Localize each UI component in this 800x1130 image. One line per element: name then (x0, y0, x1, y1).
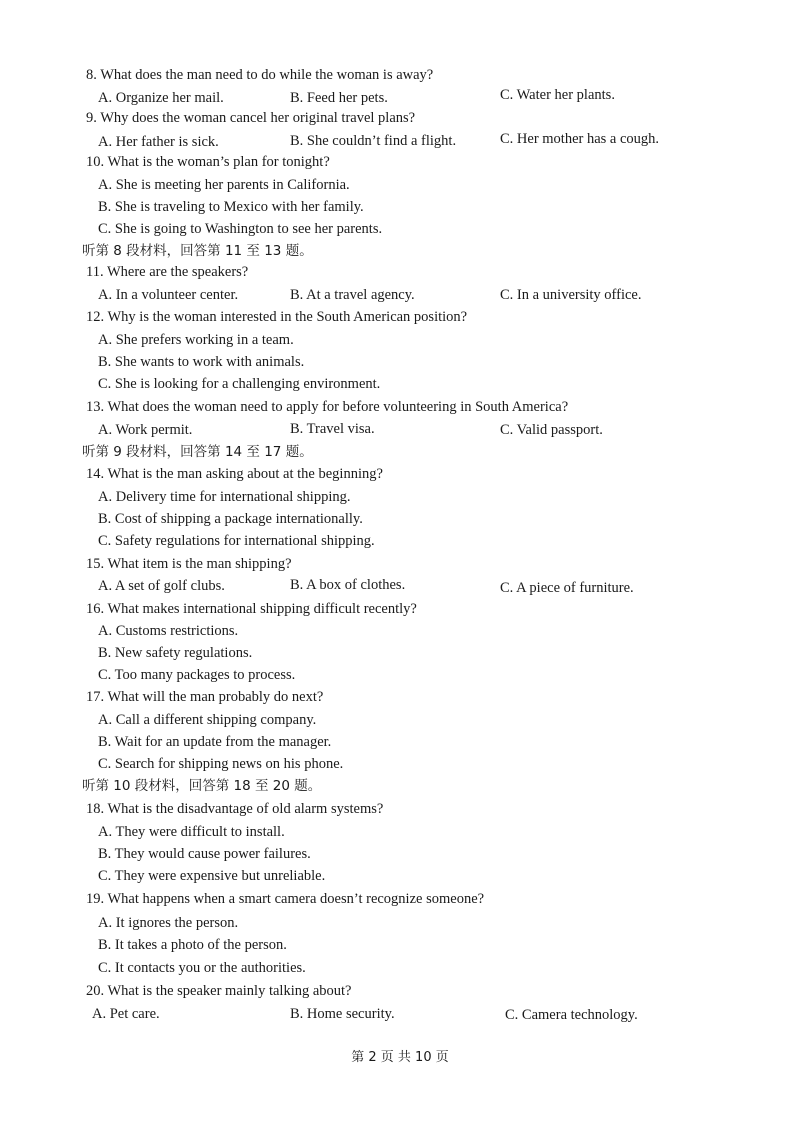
question-stem: 13. What does the woman need to apply for before volunteering in South America? (86, 399, 569, 415)
option-a: A. In a volunteer center. (98, 287, 239, 303)
option-a: A. Delivery time for international shipping. (98, 489, 351, 505)
question-stem: 19. What happens when a smart camera doesn’t recognize someone? (86, 891, 485, 907)
question-stem: 15. What item is the man shipping? (86, 556, 292, 572)
question-stem: 16. What makes international shipping difficult recently? (86, 601, 417, 617)
option-a: A. She prefers working in a team. (98, 332, 294, 348)
question-stem: 9. Why does the woman cancel her original travel plans? (86, 110, 416, 126)
option-b: B. She wants to work with animals. (98, 354, 305, 370)
question-stem: 8. What does the man need to do while the woman is away? (86, 67, 434, 83)
option-a: A. Call a different shipping company. (98, 712, 317, 728)
option-c: C. Her mother has a cough. (500, 131, 660, 147)
option-b: B. She is traveling to Mexico with her family. (98, 199, 364, 215)
option-a: A. They were difficult to install. (98, 824, 285, 840)
question-stem: 12. Why is the woman interested in the South American position? (86, 309, 468, 325)
option-b: B. She couldn’t find a flight. (290, 133, 457, 149)
option-c: C. Too many packages to process. (98, 667, 296, 683)
option-b: B. Wait for an update from the manager. (98, 734, 332, 750)
option-b: B. It takes a photo of the person. (98, 937, 287, 953)
option-c: C. A piece of furniture. (500, 580, 634, 596)
option-c: C. Water her plants. (500, 87, 615, 103)
option-a: A. Customs restrictions. (98, 623, 239, 639)
option-c: C. In a university office. (500, 287, 642, 303)
section-instruction: 听第 8 段材料，回答第 11 至 13 题。 (82, 243, 313, 259)
option-b: B. A box of clothes. (290, 577, 406, 593)
question-stem: 10. What is the woman’s plan for tonight? (86, 154, 330, 170)
question-stem: 20. What is the speaker mainly talking about? (86, 983, 352, 999)
option-a: A. Organize her mail. (98, 90, 224, 106)
option-b: B. Feed her pets. (290, 90, 388, 106)
option-c: C. She is looking for a challenging environment. (98, 376, 381, 392)
option-a: A. A set of golf clubs. (98, 578, 225, 594)
page-number-footer: 第 2 页 共 10 页 (351, 1050, 449, 1065)
section-instruction: 听第 10 段材料，回答第 18 至 20 题。 (82, 778, 322, 794)
option-b: B. Travel visa. (290, 421, 375, 437)
option-a: A. She is meeting her parents in California. (98, 177, 350, 193)
option-b: B. They would cause power failures. (98, 846, 311, 862)
option-a: A. Work permit. (98, 422, 193, 438)
option-a: A. It ignores the person. (98, 915, 239, 931)
option-b: B. Home security. (290, 1006, 395, 1022)
option-b: B. New safety regulations. (98, 645, 253, 661)
option-b: B. Cost of shipping a package internationally. (98, 511, 363, 527)
question-stem: 14. What is the man asking about at the beginning? (86, 466, 383, 482)
option-c: C. Safety regulations for international shipping. (98, 533, 375, 549)
option-c: C. They were expensive but unreliable. (98, 868, 326, 884)
option-c: C. Camera technology. (505, 1007, 638, 1023)
option-c: C. Search for shipping news on his phone. (98, 756, 344, 772)
option-c: C. She is going to Washington to see her parents. (98, 221, 383, 237)
question-stem: 11. Where are the speakers? (86, 264, 249, 280)
option-a: A. Her father is sick. (98, 134, 219, 150)
question-stem: 18. What is the disadvantage of old alarm systems? (86, 801, 384, 817)
section-instruction: 听第 9 段材料，回答第 14 至 17 题。 (82, 444, 313, 460)
option-b: B. At a travel agency. (290, 287, 415, 303)
option-a: A. Pet care. (92, 1006, 160, 1022)
question-stem: 17. What will the man probably do next? (86, 689, 324, 705)
option-c: C. It contacts you or the authorities. (98, 960, 306, 976)
option-c: C. Valid passport. (500, 422, 603, 438)
